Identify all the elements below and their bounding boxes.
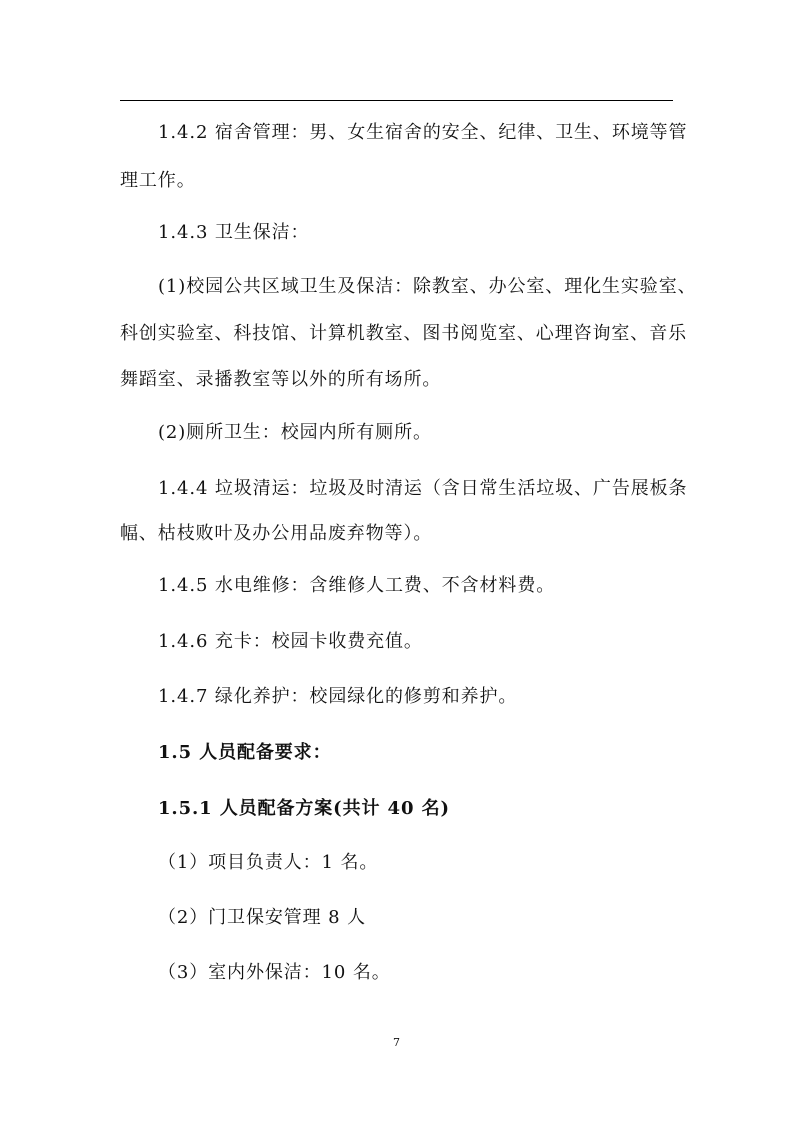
heading-1-5: 1.5 人员配备要求： [158, 742, 332, 763]
header-rule [120, 100, 673, 101]
para-1-4-4-line-2: 幅、枯枝败叶及办公用品废弃物等）。 [120, 523, 433, 544]
para-public-area-line-3: 舞蹈室、录播教室等以外的所有场所。 [120, 369, 442, 390]
heading-1-5-1: 1.5.1 人员配备方案(共计 40 名) [158, 798, 450, 819]
staff-item-1: （1）项目负责人：1 名。 [158, 852, 379, 873]
staff-item-2: （2）门卫保安管理 8 人 [158, 907, 367, 928]
para-1-4-7: 1.4.7 绿化养护：校园绿化的修剪和养护。 [158, 686, 518, 707]
para-public-area-line-2: 科创实验室、科技馆、计算机教室、图书阅览室、心理咨询室、音乐 [120, 323, 687, 344]
para-1-4-5: 1.4.5 水电维修：含维修人工费、不含材料费。 [158, 575, 556, 596]
para-1-4-2-line-1: 1.4.2 宿舍管理：男、女生宿舍的安全、纪律、卫生、环境等管 [158, 122, 688, 143]
para-1-4-2-line-2: 理工作。 [120, 170, 196, 191]
para-1-4-3-heading: 1.4.3 卫生保洁： [158, 222, 310, 243]
page-number: 7 [393, 1036, 400, 1049]
para-public-area-line-1: (1)校园公共区域卫生及保洁：除教室、办公室、理化生实验室、 [158, 276, 697, 297]
para-1-4-4-line-1: 1.4.4 垃圾清运：垃圾及时清运（含日常生活垃圾、广告展板条 [158, 478, 688, 499]
para-1-4-6: 1.4.6 充卡：校园卡收费充值。 [158, 631, 423, 652]
para-toilet: (2)厕所卫生：校园内所有厕所。 [158, 422, 432, 443]
staff-item-3: （3）室内外保洁：10 名。 [158, 962, 391, 983]
